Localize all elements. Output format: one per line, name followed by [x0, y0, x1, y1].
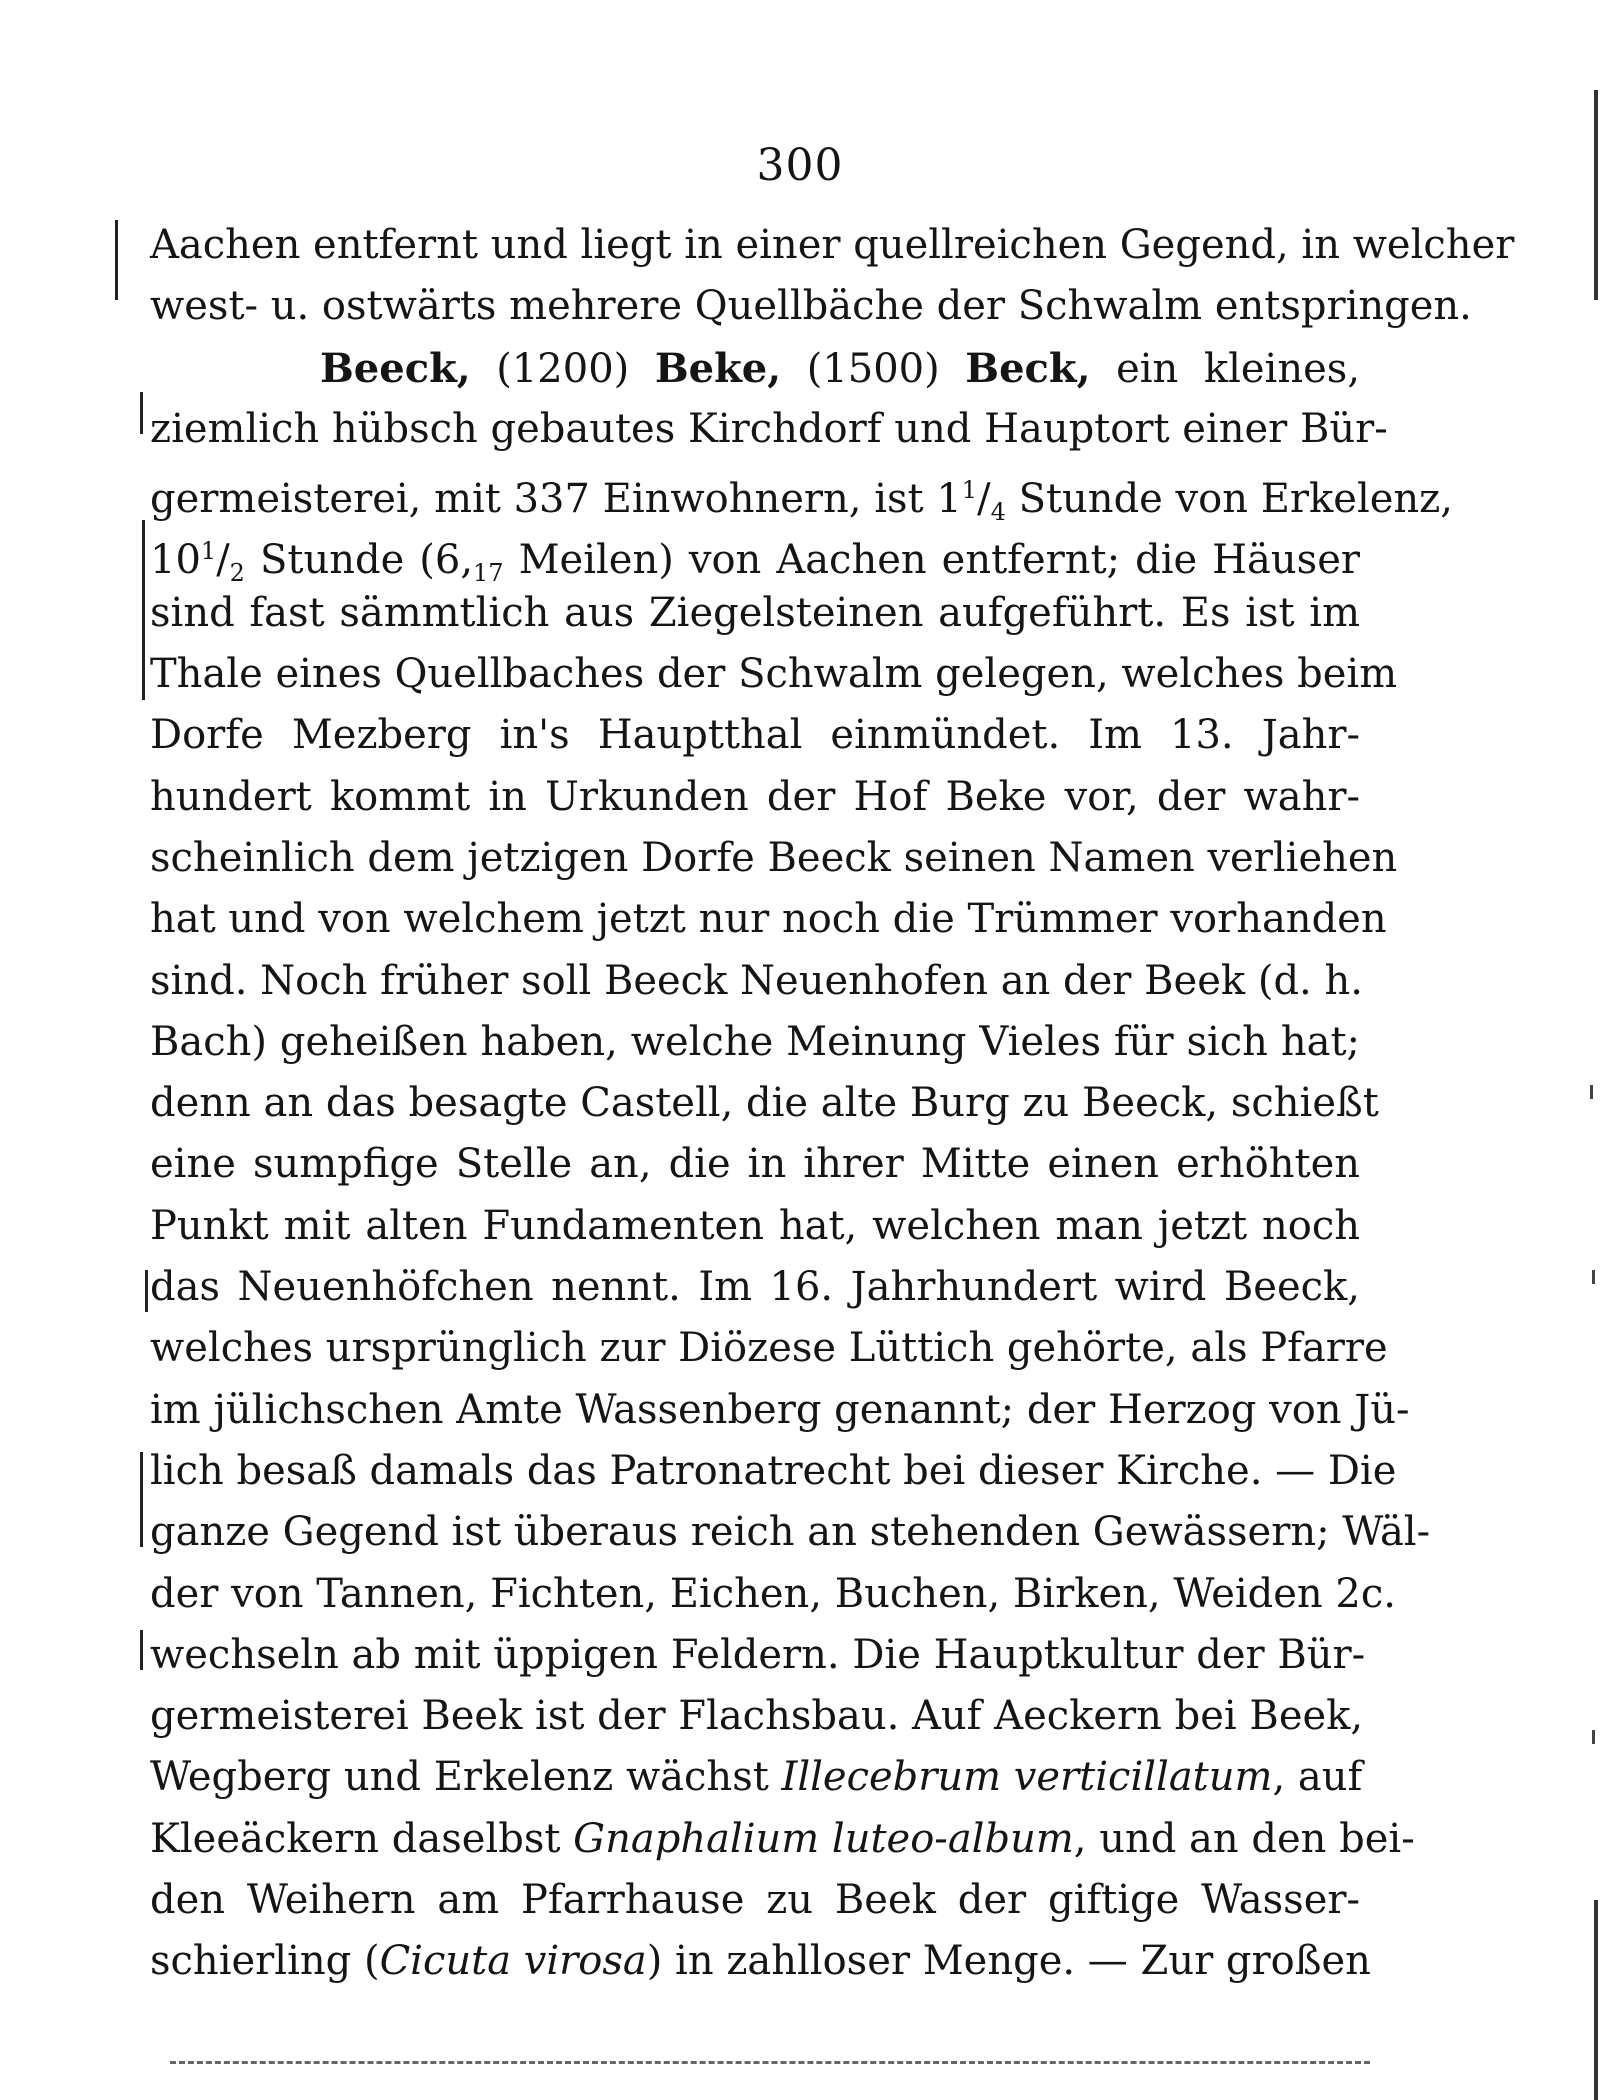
- fraction-numerator: 1: [961, 476, 978, 505]
- text-line: Dorfe Mezberg in's Hauptthal einmündet. Im 13. Jahr-: [150, 712, 1360, 759]
- text-fragment: germeisterei, mit 337 Einwohnern, ist 1: [150, 476, 962, 523]
- text-line: wechseln ab mit üppigen Feldern. Die Hauptkultur der Bür-: [150, 1631, 1366, 1678]
- margin-mark: [140, 1452, 143, 1547]
- speck: [1592, 1730, 1595, 1744]
- text-fragment: schierling (: [150, 1938, 380, 1985]
- text-line: der von Tannen, Fichten, Eichen, Buchen, Birken, Weiden 2c.: [150, 1570, 1396, 1617]
- text-line: ziemlich hübsch gebautes Kirchdorf und Hauptort einer Bür-: [150, 405, 1388, 452]
- subscript: 17: [473, 559, 504, 588]
- text-line: den Weihern am Pfarrhause zu Beek der giftige Wasser-: [150, 1877, 1360, 1924]
- text-fragment: Stunde (6,: [259, 537, 474, 584]
- fraction-denominator: 4: [990, 498, 1006, 527]
- text-line: germeisterei Beek ist der Flachsbau. Auf Aeckern bei Beek,: [150, 1693, 1364, 1740]
- speck: [1590, 1085, 1593, 1099]
- latin-name: Illecebrum verticillatum: [781, 1754, 1273, 1801]
- text-line: Thale eines Quellbaches der Schwalm gelegen, welches beim: [150, 651, 1398, 698]
- scan-edge: [1594, 1900, 1598, 2100]
- text-line: das Neuenhöfchen nennt. Im 16. Jahrhundert wird Beeck,: [150, 1264, 1360, 1311]
- text-line: [150, 1931, 1371, 1992]
- text-line: eine sumpfige Stelle an, die in ihrer Mitte einen erhöhten: [150, 1141, 1360, 1188]
- text-line: welches ursprünglich zur Diözese Lüttich gehörte, als Pfarre: [150, 1325, 1388, 1372]
- fraction-denominator: 2: [229, 559, 245, 588]
- text-line: im jülichschen Amte Wassenberg genannt; der Herzog von Jü-: [150, 1386, 1410, 1433]
- margin-mark: [145, 1270, 148, 1312]
- text-fragment: , auf: [1272, 1754, 1363, 1801]
- scan-edge: [1594, 90, 1598, 300]
- entry-name: Beke,: [654, 344, 782, 392]
- scan-noise: [170, 2061, 1370, 2068]
- body-text: [150, 215, 1515, 1993]
- text-line: west- u. ostwärts mehrere Quellbäche der Schwalm entspringen.: [150, 283, 1472, 330]
- latin-name: Cicuta virosa: [379, 1938, 647, 1985]
- text-fragment: Stunde von Erkelenz,: [1018, 476, 1453, 523]
- entry-name: Beck,: [965, 344, 1091, 392]
- text-line: hundert kommt in Urkunden der Hof Beke vor, der wahr-: [150, 773, 1360, 820]
- margin-mark: [115, 220, 118, 300]
- text-line: Punkt mit alten Fundamenten hat, welchen man jetzt noch: [150, 1202, 1360, 1249]
- text-line: Aachen entfernt und liegt in einer quellreichen Gegend, in welcher: [150, 222, 1515, 268]
- text-fragment: Kleeäckern daselbst: [150, 1815, 561, 1862]
- text-line: lich besaß damals das Patronatrecht bei dieser Kirche. — Die: [150, 1447, 1397, 1494]
- text-line: denn an das besagte Castell, die alte Burg zu Beeck, schießt: [150, 1080, 1379, 1127]
- text-line: scheinlich dem jetzigen Dorfe Beeck seinen Namen verliehen: [150, 834, 1398, 881]
- entry-heading-line: [150, 338, 1360, 399]
- text-line: germeisterei, mit 337 Einwohnern, ist $1^1/_4$ Stunde von Erkelenz,: [150, 476, 1453, 527]
- text-line: sind. Noch früher soll Beeck Neuenhofen an der Beek (d. h.: [150, 957, 1363, 1004]
- text-fragment: Wegberg und Erkelenz wächst: [150, 1754, 769, 1801]
- year: (1200): [496, 345, 630, 392]
- entry-name: Beeck,: [320, 344, 471, 392]
- text-line: [150, 1809, 1415, 1870]
- text-fragment: ein kleines,: [1116, 345, 1361, 392]
- margin-mark: [140, 1630, 143, 1670]
- fraction-numerator: 1: [200, 537, 217, 566]
- latin-name: Gnaphalium luteo-album: [573, 1815, 1074, 1862]
- text-line: [150, 1747, 1363, 1808]
- text-line: hat und von welchem jetzt nur noch die Trümmer vorhanden: [150, 896, 1387, 943]
- text-fragment: Meilen) von Aachen entfernt; die Häuser: [518, 537, 1360, 584]
- year: (1500): [806, 345, 940, 392]
- speck: [1592, 1270, 1595, 1284]
- text-fragment: , und an den bei-: [1073, 1815, 1415, 1862]
- text-fragment: 10: [150, 537, 201, 584]
- page-number: 300: [756, 140, 844, 191]
- text-line: ganze Gegend ist überaus reich an stehenden Gewässern; Wäl-: [150, 1509, 1431, 1556]
- margin-mark: [142, 520, 145, 700]
- text-fragment: ) in zahlloser Menge. — Zur großen: [646, 1938, 1371, 1985]
- text-line: sind fast sämmtlich aus Ziegelsteinen aufgeführt. Es ist im: [150, 589, 1360, 636]
- text-line: $10^1/_2$ Stunde ($6,_{17}$ Meilen) von Aachen entfernt; die Häuser: [150, 537, 1360, 588]
- text-line: Bach) geheißen haben, welche Meinung Vieles für sich hat;: [150, 1018, 1360, 1065]
- margin-mark: [140, 392, 143, 434]
